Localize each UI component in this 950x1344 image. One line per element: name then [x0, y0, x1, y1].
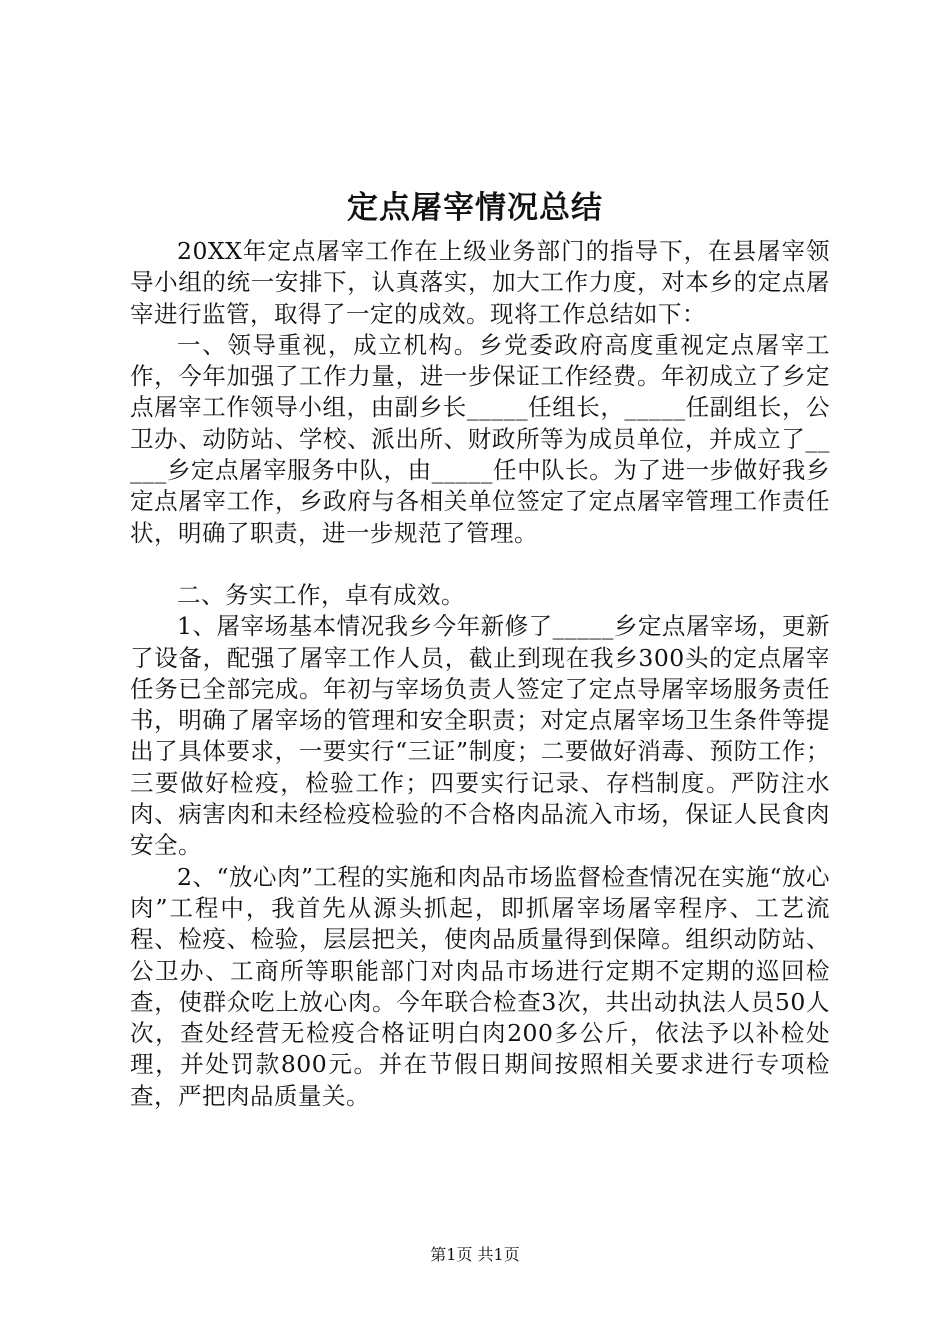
paragraph-item-1: 1、屠宰场基本情况我乡今年新修了_____乡定点屠宰场，更新了设备，配强了屠宰工作人员，截止到现在我乡300头的定点屠宰任务已全部完成。年初与宰场负责人签定了定点导屠宰场服务责任书，明确了屠宰场的管理和安全职责；对定点屠宰场卫生条件等提出了具体要求，一要实行“三证”制度；二要做好消毒、预防工作；三要做好检疫，检验工作；四要实行记录、存档制度。严防注水肉、病害肉和未经检疫检验的不合格肉品流入市场，保证人民食肉安全。 [130, 612, 830, 860]
page-footer: 第1页 共1页 [430, 1245, 520, 1264]
paragraph-section-1: 一、领导重视，成立机构。乡党委政府高度重视定点屠宰工作，今年加强了工作力量，进一步保证工作经费。年初成立了乡定点屠宰工作领导小组，由副乡长_____任组长，_____任副组长，公卫办、动防站、学校、派出所、财政所等为成员单位，并成立了_____乡定点屠宰服务中队，由_____任中队长。为了进一步做好我乡定点屠宰工作，乡政府与各相关单位签定了定点屠宰管理工作责任状，明确了职责，进一步规范了管理。 [130, 330, 830, 547]
paragraph-intro: 20XX年定点屠宰工作在上级业务部门的指导下，在县屠宰领导小组的统一安排下，认真落实，加大工作力度，对本乡的定点屠宰进行监管，取得了一定的成效。现将工作总结如下： [130, 237, 830, 328]
paragraph-section-2-heading: 二、务实工作，卓有成效。 [177, 580, 465, 609]
document-title: 定点屠宰情况总结 [347, 190, 603, 226]
document-body [130, 236, 830, 1112]
paragraph-item-2: 2、“放心肉”工程的实施和肉品市场监督检查情况在实施“放心肉”工程中，我首先从源头抓起，即抓屠宰场屠宰程序、工艺流程、检疫、检验，层层把关，使肉品质量得到保障。组织动防站、公卫办、工商所等职能部门对肉品市场进行定期不定期的巡回检查，使群众吃上放心肉。今年联合检查3次，共出动执法人员50人次，查处经营无检疫合格证明白肉200多公斤，依法予以补检处理，并处罚款800元。并在节假日期间按照相关要求进行专项检查，严把肉品质量关。 [130, 862, 830, 1110]
